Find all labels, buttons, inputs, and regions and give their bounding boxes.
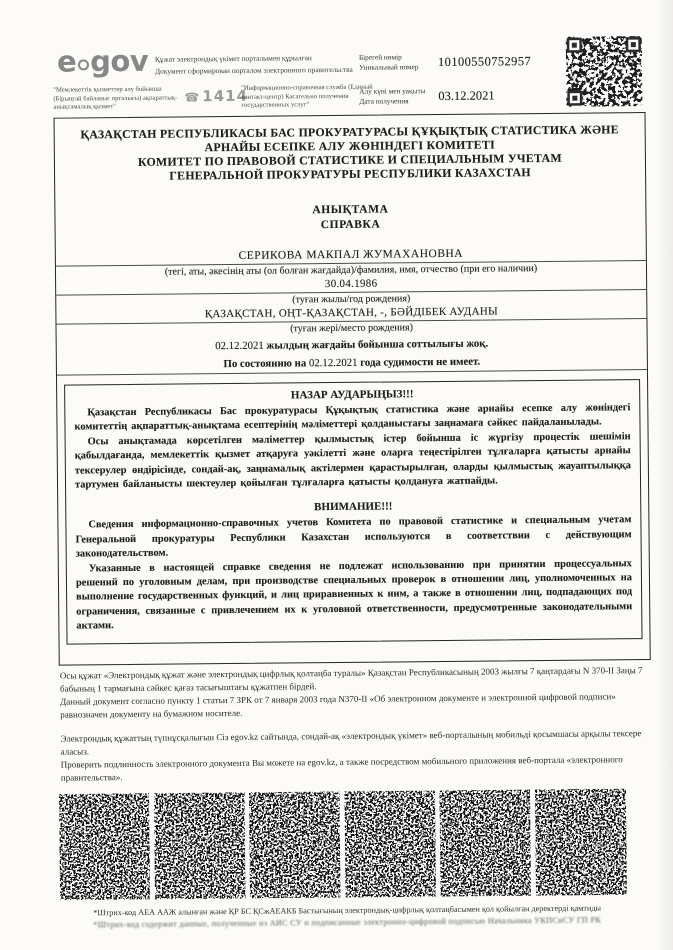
unique-number-label-ru: Уникальный номер [358, 62, 419, 72]
legal-verify-ru: Проверить подлинность электронного документа Вы можете на egov.kz, а также посредством мобильного приложения веб-портала «электронного правительства». [60, 754, 623, 783]
egov-logo [56, 43, 149, 79]
warning-box [64, 379, 642, 644]
document-title-ru: СПРАВКА [320, 218, 381, 232]
barcode-footnote-kk: *Штрих-код АЕА ААЖ алынған және ҚР БС ҚСжАЕАКБ Бастығының электрондық-цифрлық қолтаңбасымен қол қойылған деректерді қамтиды [93, 903, 602, 918]
document-title [55, 200, 645, 236]
status-pre-ru: По состоянию на [223, 357, 307, 371]
barcode-block [154, 792, 245, 899]
org-title-line-3: КОМИТЕТ ПО ПРАВОВОЙ СТАТИСТИКЕ И СПЕЦИАЛЬНЫМ УЧЕТАМ [137, 150, 562, 169]
birth-date-value: 30.04.1986 [324, 277, 378, 291]
phone-icon: ☎ [184, 90, 201, 105]
barcode-block [59, 793, 150, 900]
document-title-kk: АНЫҚТАМА [312, 203, 389, 217]
egov-logo-e: e [56, 44, 77, 79]
receive-date-label-kk: Алу күні мен уақыты [359, 86, 426, 96]
issuing-authority-title [55, 113, 646, 184]
receive-date-label-ru: Дата получения [359, 96, 409, 106]
receive-date-value: 03.12.2021 [438, 88, 495, 103]
warning-paragraph-ru-1: Сведения информационно-справочных учетов Комитета по правовой статистике и специальным учетам Генеральной прокуратуры Республики Казахстан используются в соответствии с действующим законодательством. [75, 514, 632, 560]
org-title-line-4: ГЕНЕРАЛЬНОЙ ПРОКУРАТУРЫ РЕСПУБЛИКИ КАЗАХСТАН [169, 165, 531, 183]
warning-title-kk: НАЗАР АУДАРЫҢЫЗ!!! [290, 388, 414, 402]
egov-logo-dot-icon [78, 59, 89, 70]
barcode-block [345, 791, 436, 898]
org-title-line-2: АРНАЙЫ ЕСЕПКЕ АЛУ ЖӨНІНДЕГІ КОМИТЕТІ [204, 137, 496, 155]
certificate-frame [54, 112, 651, 666]
legal-equivalence-ru: Данный документ согласно пункту 1 статьи 7 ЗРК от 7 января 2003 года N370-II «Об электронном документе и электронной цифровой подписи» равнозначен документу на бумажном носителе. [60, 691, 616, 720]
barcode-block [440, 790, 531, 897]
contact-center-note-kk: "Мемлекеттік қызметтер алу бойынша (Бірыңғай байланыс орталығы) ақпараттық-анықтамалық қызмет" [53, 85, 178, 111]
signature-barcode-strip [59, 788, 627, 900]
status-text-kk: жылдың жағдайы бойынша соттылығы жоқ. [266, 337, 489, 352]
barcode-footnote [52, 902, 642, 932]
document-header [53, 41, 646, 121]
contact-phone [184, 87, 248, 106]
legal-equivalence-kk: Осы құжат «Электрондық құжат және электрондық цифрлық қолтаңба туралы» Қазақстан Республикасының 2003 жылғы 7 қаңтардағы N 370-II Заңы 7 бабының 1 тармағына сәйкес қағаз тасығыштағы құжатпен бірдей. [59, 665, 643, 694]
status-date-ru: 02.12.2021 [308, 356, 358, 370]
birth-place-caption: (туған жері/место рождения) [290, 322, 413, 335]
person-name: СЕРИКОВА МАКПАЛ ЖУМАХАНОВНА [238, 247, 464, 262]
portal-note [155, 52, 375, 77]
status-post-ru: года судимости не имеет. [360, 355, 481, 369]
birth-place-value: ҚАЗАҚСТАН, ОҢТ-ҚАЗАҚСТАН, -, БӘЙДІБЕК АУДАНЫ [204, 305, 499, 321]
warning-paragraph-kk-1: Қазақстан Республикасы Бас прокуратурасы Құқықтық статистика және арнайы есепке алу жөніндегі комитеттің ақпараттық-анықтама есептерінің мәліметтері қолданыстағы заңнамаға сәйкес пайдаланылады. [74, 402, 631, 433]
unique-number-label-kk: Бірегей нөмір [358, 52, 402, 62]
portal-note-kk: Құжат электрондық үкімет порталымен құрылған [154, 53, 312, 64]
portal-note-ru: Документ сформирован порталом электронного правительства [155, 64, 353, 76]
unique-number-value: 10100550752957 [437, 54, 532, 70]
legal-verify-kk: Электрондық құжаттың түпнұсқалығын Сіз egov.kz сайтында, сондай-ақ «электрондық үкімет» веб-порталының мобильді қосымшасы арқылы тексере аласыз. [60, 728, 642, 757]
legal-notes [60, 664, 649, 785]
warning-paragraph-ru-2: Указанные в настоящей справке сведения не подлежат использованию при принятии процессуальных решений по уголовным делам, при производстве специальных проверок в отношении лиц, уполномоченных на выполнение государственных функций, и лиц приравненных к ним, а также в отношении лиц, подпадающих под ограничения, связанные с привлечением их к уголовной ответственности, предусмотренные законодательными актами. [75, 557, 633, 632]
org-title-line-1: ҚАЗАҚСТАН РЕСПУБЛИКАСЫ БАС ПРОКУРАТУРАСЫ ҚҰҚЫҚТЫҚ СТАТИСТИКА ЖӘНЕ [80, 122, 619, 142]
contact-center-note-ru: "Информационно-справочная служба (Единый контакт-центр) Касательно получения государственных услуг" [241, 83, 373, 110]
qr-code [565, 35, 644, 108]
conviction-status-kk [57, 335, 647, 356]
phone-number: 1414 [202, 86, 249, 106]
status-date-kk: 02.12.2021 [215, 339, 264, 353]
warning-title-ru: ВНИМАНИЕ!!! [314, 500, 393, 514]
person-name-caption: (тегі, аты, әкесінің аты (ол болған жағдайда)/фамилия, имя, отчество (при его наличии) [164, 263, 538, 278]
barcode-block [249, 791, 340, 898]
warning-paragraph-kk-2: Осы анықтамада көрсетілген мәліметтер қылмыстық істер бойынша іс жүргізу процестік шешімін қабылдағанда, мемлекеттік қызмет атқаруға уәкілетті және оларға теңестірілген тұлғаларға қатысты арнайы тексерулер өндірісінде, сондай-ақ, заңнамалық актілермен қарастырылған, оларды қылмыстық жауаптылыққа тартумен байланысты шектеулер қойылған тұлғаларға қатысты қолдануға жатпайды. [74, 430, 631, 491]
birth-date-caption: (туған жылы/год рождения) [292, 293, 411, 306]
barcode-block [535, 789, 627, 896]
egov-logo-gov: gov [89, 43, 149, 79]
barcode-footnote-ru: *Штрих-код содержит данные, полученные из АИС СУ и подписанные электронно-цифровой подписью Начальника УКПСиСУ ГП РК [93, 915, 602, 930]
